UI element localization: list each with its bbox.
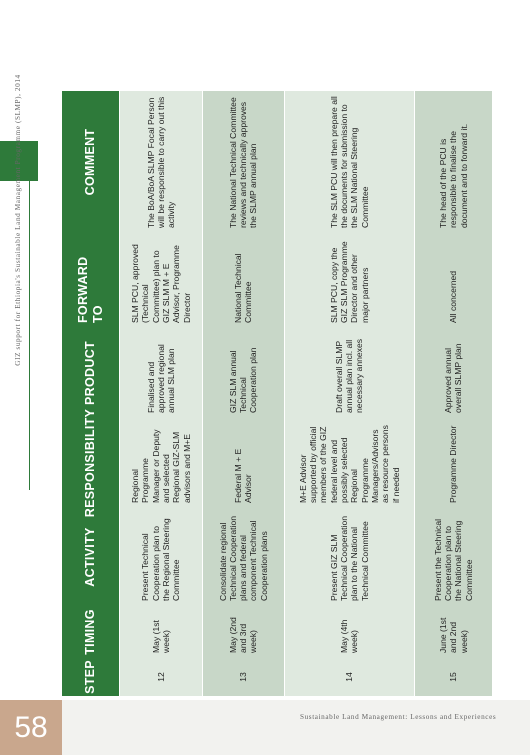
product-cell: Approved annual overall SLMP plan: [443, 343, 464, 413]
footer-title: Sustainable Land Management: Lessons and Experiences: [300, 713, 497, 721]
header-forward-to: FORWARD TO: [75, 256, 105, 323]
comment-cell: The SLM PCU will then prepare all the documents for submission to the SLM National Steering Committee: [328, 96, 370, 228]
step-cell: 12: [155, 672, 166, 682]
responsibility-cell: Regional Programme Manager or Deputy and selected Regional GIZ-SLM advisors and M+E: [130, 429, 192, 503]
header-step: STEP: [83, 660, 98, 694]
product-cell: Draft overall SLMP annual plan incl. all necessary annexes: [333, 338, 365, 413]
responsibility-cell: Federal M + E Advisor: [232, 448, 254, 503]
forward-to-cell: National Technical Committee: [232, 253, 254, 323]
activity-cell: Present Technical Cooperation plan to the Regional Steering Committee: [140, 518, 182, 601]
table-header-row: [62, 91, 119, 696]
step-cell: 15: [448, 672, 459, 682]
timing-cell: June (1st and 2nd week): [437, 617, 469, 653]
header-comment: COMMENT: [83, 128, 98, 196]
timing-cell: May (2nd and 3rd week): [227, 617, 259, 653]
comment-cell: The BoA/BoA SLMP Focal Person will be responsible to carry out this activity: [145, 96, 177, 228]
step-cell: 13: [238, 672, 249, 682]
activity-cell: Consolidate regional Technical Cooperation plans and federal component Technical Cooperation plans: [217, 515, 269, 601]
table-row: [202, 91, 284, 696]
table-row: [284, 91, 414, 696]
header-rule: [29, 141, 30, 490]
footer-bar: [0, 700, 530, 755]
table-row: [414, 91, 492, 696]
page-number: 58: [0, 700, 62, 755]
responsibility-cell: M+E Advisor supported by official members of the GIZ federal level and possibly selected Regional Programme Managers/Advisors as resource persons if needed: [297, 425, 401, 503]
activity-cell: Present the Technical Cooperation plan to the National Steering Committee: [432, 518, 474, 601]
forward-to-cell: SLM PCU, copy the GIZ SLM Programme Director and other major partners: [328, 241, 370, 323]
product-cell: Finalised and approved regional annual SLM plan: [145, 344, 177, 413]
header-responsibility: RESPONSIBILITY: [83, 408, 98, 518]
step-cell: 14: [344, 672, 355, 682]
header-timing: TIMING: [83, 609, 98, 655]
timing-cell: May (4th week): [339, 619, 360, 653]
timeline-table: [62, 91, 492, 696]
running-header: GIZ support for Ethiopia's Sustainable Land Management Programme (SLMP), 2014: [14, 74, 22, 366]
forward-to-cell: All concerned: [448, 270, 459, 323]
header-activity: ACTIVITY: [83, 527, 98, 587]
rotated-table: [62, 91, 492, 696]
header-product: PRODUCT: [83, 341, 98, 405]
responsibility-cell: Programme Director: [448, 425, 459, 503]
activity-cell: Present GIZ SLM Technical Cooperation plan to the National Technical Committee: [328, 515, 370, 601]
forward-to-cell: SLM PCU, approved (Technical Committee) plan to GIZ SLM M + E Advisor, Programme Director: [130, 244, 192, 323]
product-cell: GIZ SLM annual Technical Cooperation plan: [227, 347, 259, 413]
table-row: [119, 91, 201, 696]
comment-cell: The National Technical Committee reviews and technically approves the SLMP annual plan: [227, 97, 259, 228]
timing-cell: May (1st week): [150, 620, 172, 653]
comment-cell: The head of the PCU is responsible to finalise the document and to forward it.: [437, 123, 469, 228]
